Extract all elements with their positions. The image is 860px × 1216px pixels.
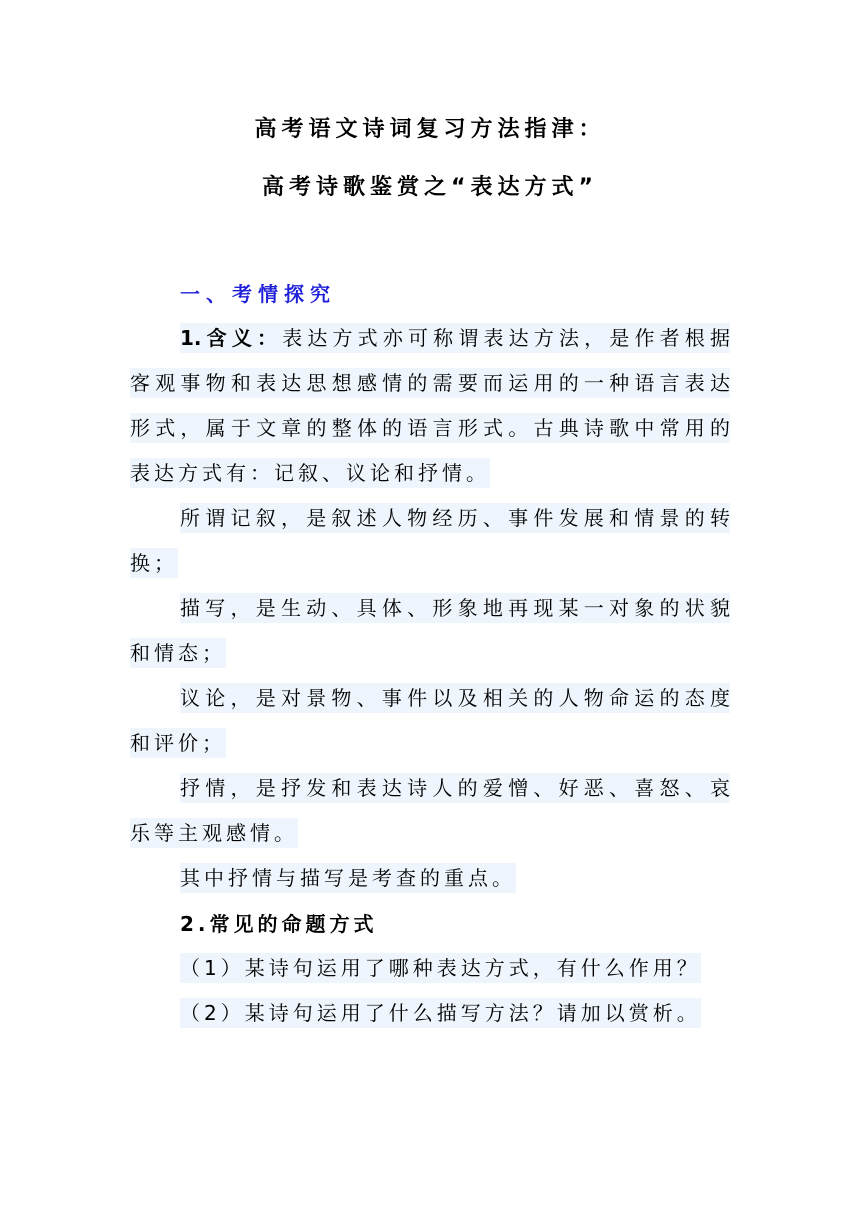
description-line2: 和情态； bbox=[130, 638, 226, 668]
definition-line3: 形式，属于文章的整体的语言形式。古典诗歌中常用的 bbox=[130, 413, 730, 443]
document-title-line1: 高考语文诗词复习方法指津： bbox=[254, 117, 606, 142]
narration-line2: 换； bbox=[130, 548, 178, 578]
question-types-heading: 2.常见的命题方式 bbox=[180, 912, 378, 936]
description-line1: 描写，是生动、具体、形象地再现某一对象的状貌 bbox=[180, 593, 730, 623]
definition-line4: 表达方式有：记叙、议论和抒情。 bbox=[130, 458, 490, 488]
question-item: （2）某诗句运用了什么描写方法？请加以赏析。 bbox=[180, 998, 701, 1028]
argument-line2: 和评价； bbox=[130, 728, 226, 758]
definition-line2: 客观事物和表达思想感情的需要而运用的一种语言表达 bbox=[130, 368, 730, 398]
narration-line1: 所谓记叙，是叙述人物经历、事件发展和情景的转 bbox=[180, 503, 730, 533]
question-item: （1）某诗句运用了哪种表达方式，有什么作用？ bbox=[180, 953, 701, 983]
argument-line1: 议论，是对景物、事件以及相关的人物命运的态度 bbox=[180, 683, 730, 713]
lyric-line1: 抒情，是抒发和表达诗人的爱憎、好恶、喜怒、哀 bbox=[180, 773, 730, 803]
document-title-line2: 高考诗歌鉴赏之“表达方式” bbox=[262, 175, 598, 200]
definition-paragraph-line bbox=[180, 323, 730, 353]
lyric-line2: 乐等主观感情。 bbox=[130, 818, 298, 848]
definition-label: 1.含义： bbox=[180, 326, 283, 350]
section-heading: 一、考情探究 bbox=[180, 282, 336, 306]
definition-text: 表达方式亦可称谓表达方法，是作者根据 bbox=[282, 326, 731, 350]
focus-sentence: 其中抒情与描写是考查的重点。 bbox=[180, 863, 516, 893]
